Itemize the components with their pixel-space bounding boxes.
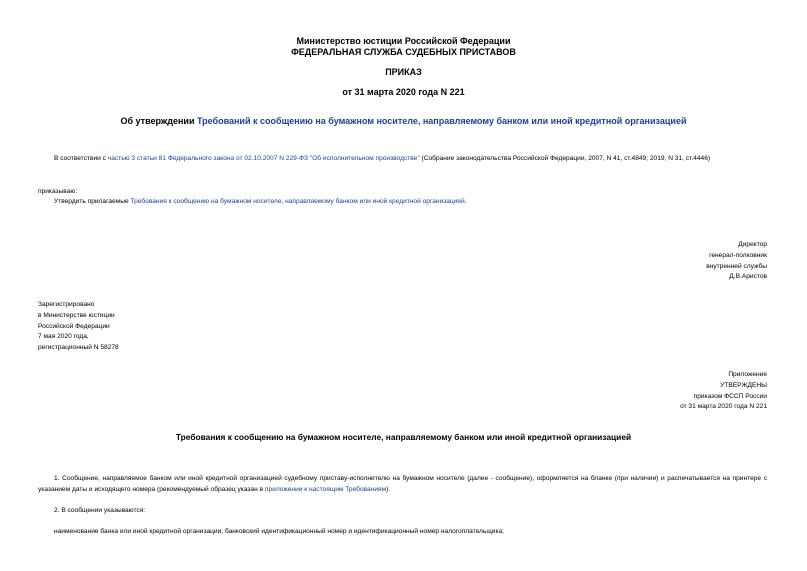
appendix-order: приказом ФССП России [693, 392, 767, 400]
requirements-link[interactable]: Требования к сообщению на бумажном носителе, направляемому банком или иной кредитной организацией [130, 198, 465, 205]
appendix-link[interactable]: приложении к настоящим Требованиям [264, 485, 387, 493]
approve-text-start: Утвердить прилагаемые [54, 198, 131, 205]
ministry-name: Министерство юстиции Российской Федерации [296, 36, 511, 46]
signature-rank: генерал-полковник [709, 251, 767, 259]
requirement-item-2: 2. В сообщении указываются: [54, 507, 146, 514]
appendix-date: от 31 марта 2020 года N 221 [680, 403, 767, 411]
registration-line: 7 мая 2020 года, [38, 333, 89, 341]
requirement-item-2-sub-1: наименование банка или иной кредитной организации, банковский идентификационный номер и идентификационный номер налогоплательщика; [54, 528, 504, 535]
order-word: приказываю: [38, 188, 78, 195]
approve-paragraph [54, 197, 767, 208]
requirements-title: Требования к сообщению на бумажном носителе, направляемому банком или иной кредитной организацией [175, 432, 632, 442]
registration-line: Российской Федерации [38, 322, 110, 330]
approve-text-end: . [464, 198, 467, 205]
preamble-text-start: В соответствии с [54, 155, 108, 162]
signature-position: Директор [738, 241, 767, 248]
law-link[interactable]: частью 3 статьи 81 Федерального закона от 02.10.2007 N 229-ФЗ "Об исполнительном производстве" [107, 155, 420, 162]
title-link[interactable]: Требований к сообщению на бумажном носителе, направляемому банком или иной кредитной организацией [196, 116, 687, 126]
document-date: от 31 марта 2020 года N 221 [342, 87, 465, 97]
registration-line: Зарегистрировано [38, 301, 95, 308]
service-name: ФЕДЕРАЛЬНАЯ СЛУЖБА СУДЕБНЫХ ПРИСТАВОВ [291, 47, 516, 57]
signature-block [567, 240, 767, 283]
item1-text-end: ). [386, 485, 391, 493]
signature-service: внутренней службы [706, 262, 767, 270]
registration-line: регистрационный N 58278 [38, 344, 119, 352]
preamble-text-end: (Собрание законодательства Российской Федерации, 2007, N 41, ст.4849; 2019, N 31, ст.4446) [419, 155, 711, 162]
document-type: ПРИКАЗ [385, 67, 422, 77]
requirement-item-1 [38, 474, 767, 496]
signature-name: Д.В.Аристов [729, 273, 767, 281]
title-prefix: Об утверждении [120, 116, 197, 126]
appendix-approved: УТВЕРЖДЕНЫ [720, 381, 767, 389]
appendix-label: Приложение [728, 371, 767, 378]
registration-block [38, 300, 288, 354]
registration-line: в Министерстве юстиции [38, 311, 115, 319]
document-title [0, 116, 807, 127]
item1-text-start: 1. Сообщение, направляемое банком или иной кредитной организацией судебному приставу-исполнителю на бумажном носителе (далее - сообщение), оформляется на бланке (при наличии) и распечатывается на принтере с указанием даты и исходящего номера (рекомендуемый образец указан в [38, 475, 767, 493]
appendix-block [567, 370, 767, 413]
preamble-paragraph [38, 154, 767, 165]
